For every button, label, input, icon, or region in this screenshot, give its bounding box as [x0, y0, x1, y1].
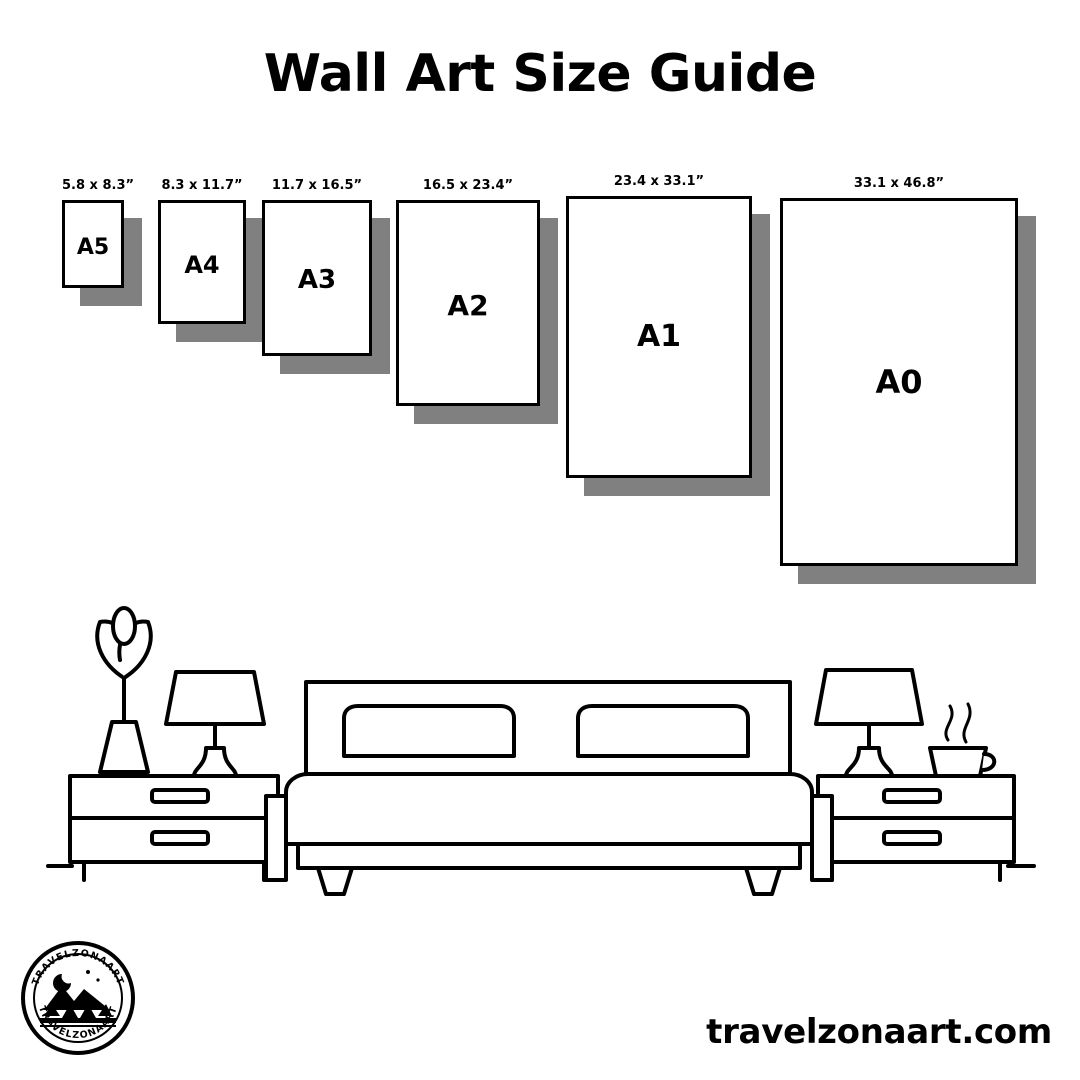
- logo-bottom-text: TRAVELZONAART: [36, 1004, 120, 1042]
- logo-top-text: TRAVELZONAART: [30, 947, 126, 987]
- frame-size-name: A5: [76, 235, 110, 260]
- frame-box-a3: [262, 200, 372, 356]
- frame-item: [396, 178, 540, 406]
- frame-dimension-label: 16.5 x 23.4”: [422, 178, 514, 193]
- bedroom-illustration: [0, 560, 1080, 920]
- frame-size-name: A3: [297, 265, 337, 295]
- frame-item: [62, 178, 135, 288]
- frame-size-name: A1: [636, 319, 682, 354]
- frame-size-name: A4: [184, 251, 220, 279]
- frame-box-a4: [158, 200, 246, 324]
- frame-dimension-label: 5.8 x 8.3”: [62, 178, 135, 193]
- frame-item: [780, 176, 1018, 566]
- frame-size-name: A2: [447, 289, 489, 322]
- frame-dimension-label: 11.7 x 16.5”: [271, 178, 363, 193]
- frame-dimension-label: 8.3 x 11.7”: [161, 178, 243, 193]
- frame-dimension-label: 33.1 x 46.8”: [853, 176, 945, 191]
- frame-box-a1: [566, 196, 752, 478]
- website-url: travelzonaart.com: [706, 1012, 1052, 1052]
- frame-size-name: A0: [875, 363, 923, 401]
- frame-box-a2: [396, 200, 540, 406]
- frame-item: [566, 174, 752, 478]
- frame-box-a0: [780, 198, 1018, 566]
- frame-item: [262, 178, 372, 356]
- brand-logo: [18, 938, 138, 1058]
- frame-box-a5: [62, 200, 124, 288]
- page-title: Wall Art Size Guide: [263, 44, 817, 104]
- frame-dimension-label: 23.4 x 33.1”: [613, 174, 705, 189]
- frame-item: [158, 178, 246, 324]
